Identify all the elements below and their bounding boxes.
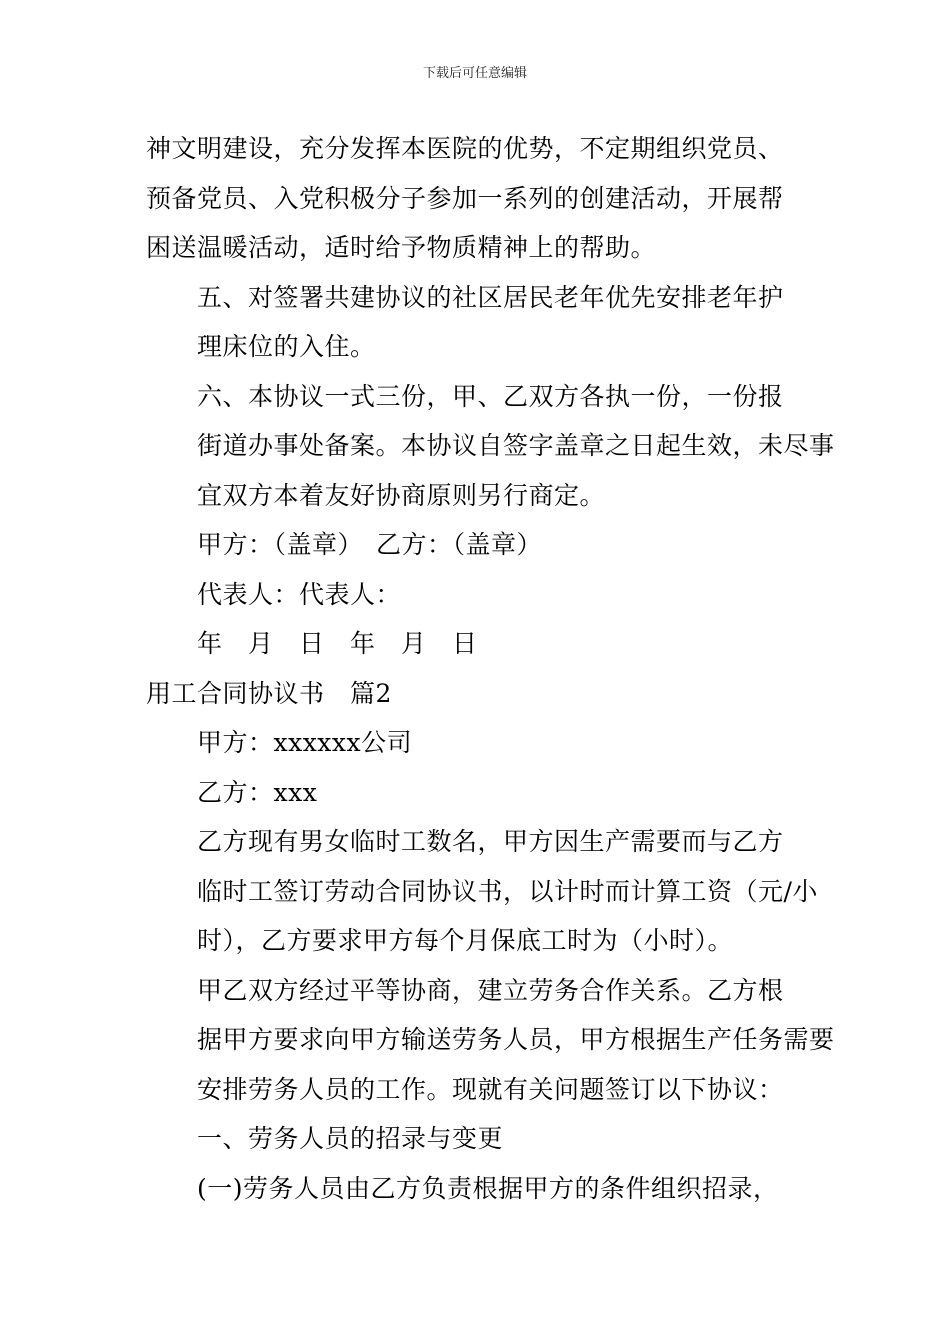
paragraph	[146, 1164, 810, 1214]
text-line: (一)劳务人员由乙方负责根据甲方的条件组织招录，	[197, 1173, 779, 1203]
text-line: 临时工签订劳动合同协议书，以计时而计算工资（元/小	[197, 876, 818, 906]
text-line: 乙方：xxx	[197, 777, 318, 807]
text-line: 神文明建设，充分发挥本医院的优势，不定期组织党员、	[146, 134, 784, 163]
paragraph	[146, 372, 835, 521]
text-line: 理床位的入住。	[197, 332, 376, 361]
text-line: 街道办事处备案。本协议自签字盖章之日起生效，未尽事	[197, 431, 835, 460]
text-line: 甲方：xxxxxx公司	[197, 728, 413, 757]
text-line: 甲方：（盖章） 乙方：（盖章）	[197, 530, 543, 559]
paragraph	[146, 520, 810, 570]
paragraph	[146, 1114, 810, 1164]
paragraph	[146, 669, 810, 719]
paragraph	[146, 570, 810, 620]
text-line: 六、本协议一式三份，甲、乙双方各执一份，一份报	[197, 381, 784, 411]
text-line: 宜双方本着友好协商原则另行商定。	[197, 480, 606, 510]
text-line: 时），乙方要求甲方每个月保底工时为（小时）。	[197, 926, 734, 955]
text-line: 预备党员、入党积极分子参加一系列的创建活动，开展帮	[146, 183, 784, 213]
paragraph	[146, 619, 810, 669]
text-line: 乙方现有男女临时工数名，甲方因生产需要而与乙方	[197, 827, 784, 856]
text-line: 一、劳务人员的招录与变更	[197, 1124, 504, 1153]
page-header: 下载后可任意编辑	[422, 66, 527, 81]
text-line: 代表人：代表人：	[197, 579, 402, 609]
text-line: 五、对签署共建协议的社区居民老年优先安排老年护	[197, 282, 784, 312]
paragraph	[146, 817, 818, 966]
text-line: 年 月 日 年 月 日	[197, 629, 478, 658]
text-line: 困送温暖活动，适时给予物质精神上的帮助。	[146, 233, 657, 262]
paragraph	[146, 966, 835, 1115]
text-line: 据甲方要求向甲方输送劳务人员，甲方根据生产任务需要	[197, 1025, 835, 1054]
text-line: 用工合同协议书 篇2	[146, 678, 392, 708]
text-line: 甲乙双方经过平等协商，建立劳务合作关系。乙方根	[197, 975, 784, 1005]
text-line: 安排劳务人员的工作。现就有关问题签订以下协议：	[197, 1074, 784, 1104]
document-body	[146, 124, 835, 1213]
paragraph	[146, 124, 810, 273]
paragraph	[146, 768, 810, 818]
paragraph	[146, 718, 810, 768]
paragraph	[146, 273, 810, 372]
